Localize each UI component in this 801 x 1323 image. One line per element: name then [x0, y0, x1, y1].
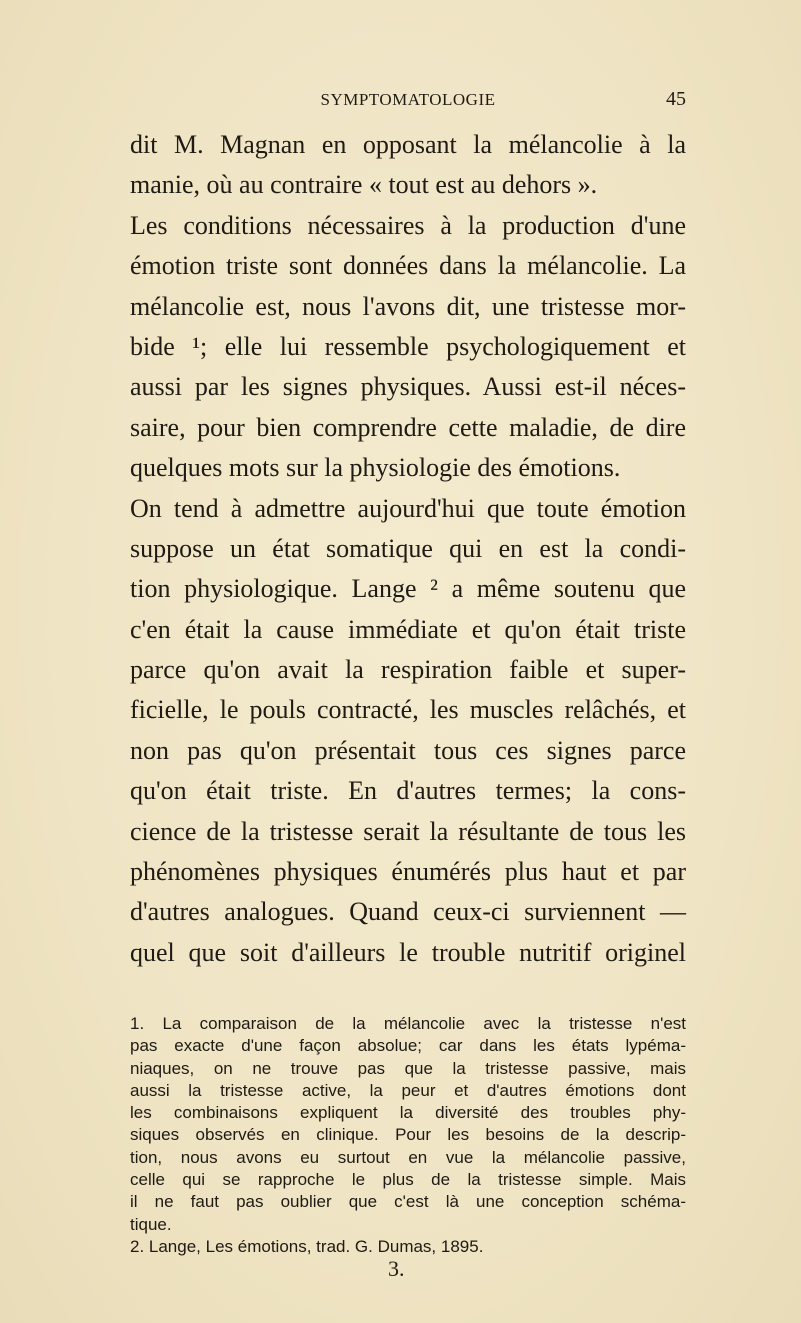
text-line: dit M. Magnan en opposant la mélancolie à la — [130, 130, 686, 159]
footnote-line: siques observés en clinique. Pour les besoins de la descrip- — [130, 1125, 686, 1145]
text-line: quelques mots sur la physiologie des émotions. — [130, 453, 621, 483]
footnotes — [130, 1013, 686, 1258]
text-line: aussi par les signes physiques. Aussi est-il néces- — [130, 372, 686, 402]
text-line: manie, où au contraire « tout est au dehors ». — [130, 170, 598, 200]
text-line: ficielle, le pouls contracté, les muscles relâchés, et — [130, 695, 686, 725]
text-line: suppose un état somatique qui en est la condi- — [130, 533, 686, 563]
footnote-line: il ne faut pas oublier que c'est là une conception schéma- — [130, 1192, 686, 1212]
footnote-line: 2. Lange, Les émotions, trad. G. Dumas, 1895. — [130, 1236, 484, 1256]
text-line: cience de la tristesse serait la résultante de tous les — [130, 816, 686, 846]
text-line: d'autres analogues. Quand ceux-ci surviennent — — [130, 897, 686, 927]
text-line: Les conditions nécessaires à la production d'une — [130, 210, 686, 240]
body-text — [130, 125, 686, 973]
footnote-line: tique. — [130, 1214, 172, 1234]
text-line: mélancolie est, nous l'avons dit, une tristesse mor- — [130, 291, 686, 321]
text-line: saire, pour bien comprendre cette maladie, de dire — [130, 412, 686, 442]
footnote-line: les combinaisons expliquent la diversité des troubles phy- — [130, 1103, 686, 1123]
page-number: 45 — [666, 88, 686, 110]
signature-mark: 3. — [388, 1256, 405, 1281]
footnote-line: 1. La comparaison de la mélancolie avec la tristesse n'est — [130, 1014, 686, 1033]
text-line: qu'on était triste. En d'autres termes; la cons- — [130, 776, 686, 806]
text-line: On tend à admettre aujourd'hui que toute émotion — [130, 493, 686, 523]
text-line: non pas qu'on présentait tous ces signes parce — [130, 735, 686, 765]
footnote-line: aussi la tristesse active, la peur et d'autres émotions dont — [130, 1080, 686, 1100]
footnote-line: pas exacte d'une façon absolue; car dans les états lypéma- — [130, 1036, 686, 1056]
text-line: parce qu'on avait la respiration faible et super- — [130, 655, 686, 685]
text-line: émotion triste sont données dans la mélancolie. La — [130, 251, 686, 281]
text-line: phénomènes physiques énumérés plus haut et par — [130, 857, 686, 887]
running-head — [130, 88, 686, 112]
text-line: c'en était la cause immédiate et qu'on était triste — [130, 614, 686, 644]
text-line: tion physiologique. Lange ² a même soutenu que — [130, 574, 686, 604]
footnote-line: celle qui se rapproche le plus de la tristesse simple. Mais — [130, 1170, 686, 1190]
running-title: SYMPTOMATOLOGIE — [320, 90, 496, 109]
text-line: bide ¹; elle lui ressemble psychologiquement et — [130, 331, 686, 361]
footnote-line: niaques, on ne trouve pas que la tristesse passive, mais — [130, 1058, 686, 1078]
footnote-line: tion, nous avons eu surtout en vue la mélancolie passive, — [130, 1147, 686, 1167]
text-line: quel que soit d'ailleurs le trouble nutritif originel — [130, 937, 686, 967]
